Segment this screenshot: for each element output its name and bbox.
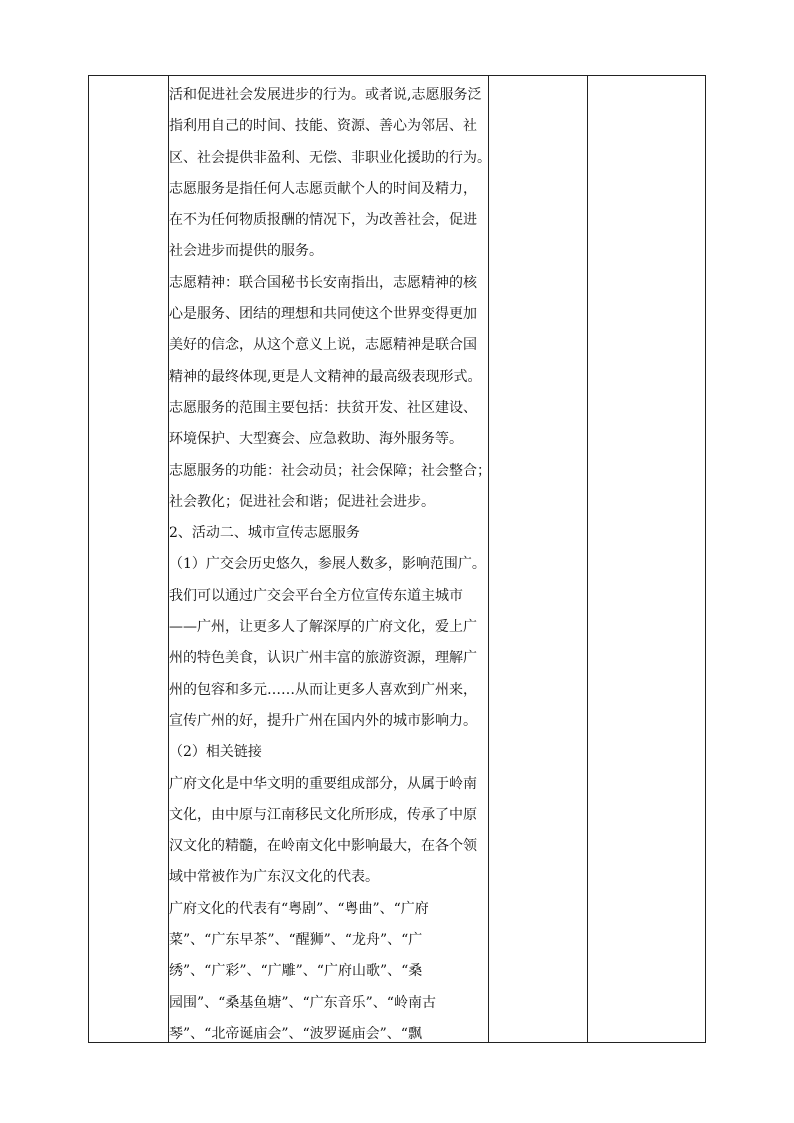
text-line: 园围”、“桑基鱼塘”、“广东音乐”、“岭南古 (169, 994, 436, 1011)
text-line: （1）广交会历史悠久，参展人数多，影响范围广。 (169, 556, 486, 573)
text-line: 志愿服务的功能：社会动员；社会保障；社会整合； (169, 462, 491, 479)
text-line: 州的特色美食，认识广州丰富的旅游资源，理解广 (169, 650, 477, 667)
text-line: 汉文化的精髓，在岭南文化中影响最大，在各个领 (169, 838, 477, 855)
text-line: 文化，由中原与江南移民文化所形成，传承了中原 (169, 806, 477, 823)
text-line: 琴”、“北帝诞庙会”、“波罗诞庙会”、“飘 (169, 1025, 422, 1042)
text-line: 精神的最终体现,更是人文精神的最高级表现形式。 (169, 368, 482, 385)
text-line: 州的包容和多元……从而让更多人喜欢到广州来， (169, 681, 477, 698)
lesson-table (88, 75, 706, 1043)
text-line: 志愿服务的范围主要包括：扶贫开发、社区建设、 (169, 399, 477, 416)
column-divider (587, 76, 588, 1042)
subsection-heading: （2）相关链接 (169, 744, 262, 761)
text-line: 社会教化；促进社会和谐；促进社会进步。 (169, 493, 435, 510)
text-line: 菜”、“广东早茶”、“醒狮”、“龙舟”、“广 (169, 932, 423, 949)
text-line: 广府文化是中华文明的重要组成部分，从属于岭南 (169, 775, 477, 792)
column-divider (488, 76, 489, 1042)
text-line: 宣传广州的好，提升广州在国内外的城市影响力。 (169, 712, 477, 729)
section-heading: 2、活动二、城市宣传志愿服务 (169, 525, 360, 542)
text-line: 区、社会提供非盈利、无偿、非职业化援助的行为。 (169, 149, 491, 166)
text-line: ——广州，让更多人了解深厚的广府文化，爱上广 (169, 619, 477, 636)
text-line: 绣”、“广彩”、“广雕”、“广府山歌”、“桑 (169, 963, 423, 980)
text-line: 广府文化的代表有“粤剧”、“粤曲”、“广府 (169, 900, 429, 917)
text-line: 域中常被作为广东汉文化的代表。 (169, 869, 379, 886)
text-line: 指利用自己的时间、技能、资源、善心为邻居、社 (169, 118, 477, 135)
text-line: 我们可以通过广交会平台全方位宣传东道主城市 (169, 587, 463, 604)
text-line: 志愿精神：联合国秘书长安南指出，志愿精神的核 (169, 274, 477, 291)
text-line: 美好的信念，从这个意义上说，志愿精神是联合国 (169, 337, 477, 354)
text-line: 活和促进社会发展进步的行为。或者说,志愿服务泛 (169, 87, 482, 103)
text-line: 志愿服务是指任何人志愿贡献个人的时间及精力， (169, 180, 477, 197)
text-line: 在不为任何物质报酬的情况下，为改善社会，促进 (169, 212, 477, 229)
text-line: 环境保护、大型赛会、应急救助、海外服务等。 (169, 431, 463, 448)
content-cell (169, 80, 491, 1050)
text-line: 社会进步而提供的服务。 (169, 243, 323, 260)
text-line: 心是服务、团结的理想和共同使这个世界变得更加 (169, 306, 477, 323)
